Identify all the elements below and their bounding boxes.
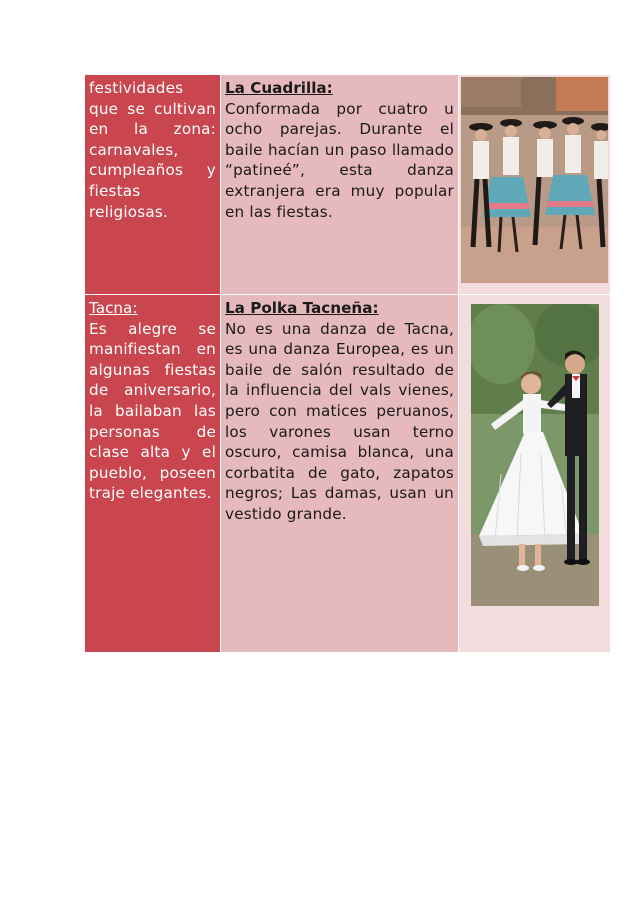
dance-description: Conformada por cuatro u ocho parejas. Durante el baile hacían un paso llamado “patineé”, esta danza extranjera era muy popular en las fiestas. [225,99,454,221]
photo-cell [459,295,611,653]
dance-description: No es una danza de Tacna, es una danza Europea, es un baile de salón resultado de la influencia del vals vienes, pero con matices peruanos, los varones usan terno oscuro, camisa blanca, una corbatita de gato, zapatos negros; Las damas, usan un vestido grande. [225,319,454,523]
region-cell [85,75,221,295]
region-name: Tacna: [89,299,138,317]
region-description: festividades que se cultivan en la zona: carnavales, cumpleaños y fiestas religiosas. [89,79,216,221]
table-row [85,75,611,295]
dance-title: La Polka Tacneña: [225,299,379,317]
photo-cell [459,75,611,295]
table-row [85,295,611,653]
dance-title: La Cuadrilla: [225,79,333,97]
dance-cell [221,75,459,295]
region-cell [85,295,221,653]
couple-dancing-photo [471,304,608,606]
region-description: Es alegre se manifiestan en algunas fiestas de aniversario, la bailaban las personas de clase alta y el pueblo, poseen traje elegantes. [89,319,216,503]
dance-table [84,74,611,653]
dance-cell [221,295,459,653]
dancers-street-photo [461,77,608,283]
